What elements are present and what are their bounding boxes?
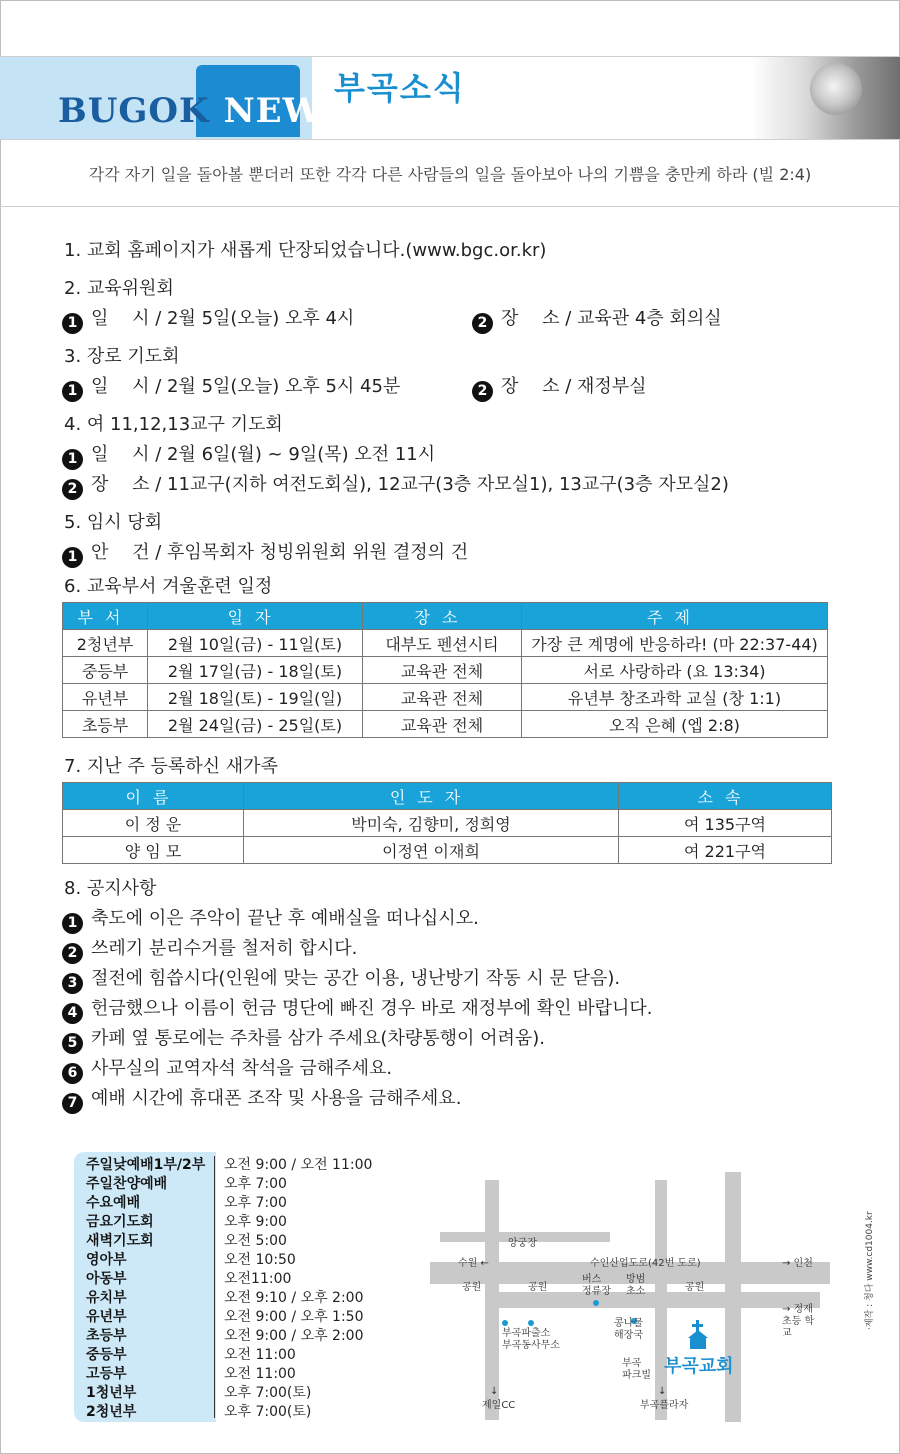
number-1-icon: 1: [62, 381, 83, 402]
item-4-time-line: [64, 440, 844, 470]
schedule-label: 중등부: [86, 1347, 127, 1363]
map-label: 수인산업도로(42번 도로): [590, 1258, 701, 1269]
schedule-label: 주일낮예배1부/2부: [86, 1157, 206, 1173]
down-arrow-icon: ↓: [658, 1386, 667, 1397]
item-7-title: 7. 지난 주 등록하신 새가족: [64, 756, 278, 777]
table-row: [63, 684, 828, 711]
table-header: 인도자: [244, 783, 619, 810]
schedule-label: 유치부: [86, 1290, 127, 1306]
table-cell: 여 221구역: [619, 837, 832, 864]
table-header-row: [63, 603, 828, 630]
number-5-icon: 5: [62, 1033, 83, 1054]
table-cell: 2청년부: [63, 630, 148, 657]
schedule-time: 오후 7:00(토): [224, 1404, 312, 1420]
table-cell: 2월 24일(금) - 25일(토): [148, 711, 363, 738]
map-label: 공원: [528, 1282, 548, 1293]
table-cell: 중등부: [63, 657, 148, 684]
number-2-icon: 2: [472, 381, 493, 402]
table-row: [63, 837, 832, 864]
table-cell: 여 135구역: [619, 810, 832, 837]
header-photo-flower: [810, 63, 862, 115]
schedule-time: 오전11:00: [224, 1271, 292, 1287]
notice-item: [64, 1024, 844, 1054]
item-6-title: 6. 교육부서 겨울훈련 일정: [64, 576, 273, 597]
notice-item: [64, 964, 844, 994]
table-cell: 2월 18일(토) - 19일(일): [148, 684, 363, 711]
church-label: 부곡교회: [664, 1356, 734, 1377]
item-5-detail: [64, 538, 844, 568]
schedule-time: 오전 5:00: [224, 1233, 287, 1249]
schedule-time: 오전 9:00 / 오전 11:00: [224, 1157, 373, 1173]
notice-text: 축도에 이은 주악이 끝난 후 예배실을 떠나십시오.: [91, 908, 479, 929]
item-2-detail: [64, 304, 844, 334]
table-cell: 오직 은혜 (엡 2:8): [522, 711, 828, 738]
schedule-label: 유년부: [86, 1309, 127, 1325]
table-cell: 서로 사랑하라 (요 13:34): [522, 657, 828, 684]
map-label: 공원: [685, 1282, 705, 1293]
schedule-time: 오전 9:00 / 오후 1:50: [224, 1309, 364, 1325]
news-content: [64, 236, 844, 1114]
table-header: 소속: [619, 783, 832, 810]
page-title: 부곡소식: [334, 69, 466, 107]
table-cell: 2월 17일(금) - 18일(토): [148, 657, 363, 684]
item-3-detail: [64, 372, 844, 402]
header-banner: [0, 56, 900, 140]
schedule-label: 1청년부: [86, 1385, 137, 1401]
table-cell: 교육관 전체: [363, 684, 522, 711]
schedule-label: 영아부: [86, 1252, 127, 1268]
number-1-icon: 1: [62, 547, 83, 568]
item-4-time: 일 시 / 2월 6일(월) ~ 9일(목) 오전 11시: [91, 444, 436, 465]
notice-text: 카페 옆 통로에는 주차를 삼가 주세요(차량통행이 어려움).: [91, 1028, 546, 1049]
table-header: 이름: [63, 783, 244, 810]
table-header: 주제: [522, 603, 828, 630]
bible-verse: 각각 자기 일을 돌아볼 뿐더러 또한 각각 다른 사람들의 일을 돌아보아 나의 기쁨을 충만케 하라 (빌 2:4): [88, 165, 812, 184]
map-label: 공원: [462, 1282, 482, 1293]
location-dot-icon: [502, 1320, 508, 1326]
item-1: 1. 교회 홈페이지가 새롭게 단장되었습니다.(www.bgc.or.kr): [64, 240, 547, 261]
map-label: 수원 ←: [458, 1258, 489, 1269]
table-cell: 2월 10일(금) - 11일(토): [148, 630, 363, 657]
logo-word-bugok: BUGOK: [58, 91, 210, 131]
item-5-title: 5. 임시 당회: [64, 512, 163, 533]
number-2-icon: 2: [472, 313, 493, 334]
schedule-time: 오전 10:50: [224, 1252, 296, 1268]
church-icon: [686, 1320, 710, 1350]
schedule-time: 오후 7:00: [224, 1176, 287, 1192]
map-label: 방범 초소: [626, 1274, 646, 1297]
map-label: → 인천: [782, 1258, 813, 1269]
notice-text: 예배 시간에 휴대폰 조작 및 사용을 금해주세요.: [91, 1088, 462, 1109]
notice-text: 절전에 힘씁시다(인원에 맞는 공간 이용, 냉난방기 작동 시 문 닫음).: [91, 968, 621, 989]
table-cell: 유년부 창조과학 교실 (창 1:1): [522, 684, 828, 711]
table-cell: 유년부: [63, 684, 148, 711]
number-2-icon: 2: [62, 943, 83, 964]
item-3-place: 장 소 / 재정부실: [501, 376, 647, 397]
item-4-place-line: [64, 470, 844, 500]
training-table: [62, 602, 828, 738]
number-1-icon: 1: [62, 449, 83, 470]
table-cell: 양 임 모: [63, 837, 244, 864]
map-label: 제일CC: [482, 1400, 516, 1411]
item-4-place: 장 소 / 11교구(지하 여전도회실), 12교구(3층 자모실1), 13교구(3층 자모실2): [91, 474, 729, 495]
map-road-middle: [655, 1180, 667, 1420]
table-cell: 이 정 운: [63, 810, 244, 837]
schedule-label: 초등부: [86, 1328, 127, 1344]
location-dot-icon: [528, 1320, 534, 1326]
notice-item: [64, 934, 844, 964]
notice-item: [64, 994, 844, 1024]
divider: [0, 206, 900, 207]
map-label: 부곡 파크빌: [622, 1358, 651, 1381]
map-label: 부곡플라자: [640, 1400, 689, 1411]
item-3-title: 3. 장로 기도회: [64, 346, 180, 367]
notice-text: 쓰레기 분리수거를 철저히 합시다.: [91, 938, 358, 959]
schedule-label: 새벽기도회: [86, 1233, 154, 1249]
number-2-icon: 2: [62, 479, 83, 500]
schedule-divider: [214, 1156, 215, 1418]
map-label: → 정재 초등 학교: [782, 1304, 815, 1339]
table-cell: 이정연 이재희: [244, 837, 619, 864]
item-4-title: 4. 여 11,12,13교구 기도회: [64, 414, 283, 435]
location-map: [430, 1172, 850, 1432]
item-2-time: 일 시 / 2월 5일(오늘) 오후 4시: [91, 308, 355, 329]
schedule-time: 오전 11:00: [224, 1347, 296, 1363]
table-cell: 대부도 펜션시티: [363, 630, 522, 657]
item-3-time: 일 시 / 2월 5일(오늘) 오후 5시 45분: [91, 376, 401, 397]
number-6-icon: 6: [62, 1063, 83, 1084]
map-road-right: [725, 1172, 741, 1422]
table-header: 부서: [63, 603, 148, 630]
notice-item: [64, 904, 844, 934]
schedule-label: 수요예배: [86, 1195, 141, 1211]
table-cell: 가장 큰 계명에 반응하라! (마 22:37-44): [522, 630, 828, 657]
table-cell: 교육관 전체: [363, 657, 522, 684]
map-road-left: [485, 1180, 499, 1420]
table-cell: 초등부: [63, 711, 148, 738]
newcomers-table: [62, 782, 832, 864]
notice-item: [64, 1084, 844, 1114]
map-label: 부곡파출소 부곡동사무소: [502, 1328, 560, 1351]
logo: [58, 91, 347, 131]
schedule-label: 주일찬양예배: [86, 1176, 168, 1192]
notice-text: 헌금했으나 이름이 헌금 명단에 빠진 경우 바로 재정부에 확인 바랍니다.: [91, 998, 653, 1019]
schedule-time: 오후 7:00: [224, 1195, 287, 1211]
schedule-label: 금요기도회: [86, 1214, 154, 1230]
schedule-time: 오전 9:10 / 오후 2:00: [224, 1290, 364, 1306]
table-row: [63, 711, 828, 738]
table-header: 일자: [148, 603, 363, 630]
number-1-icon: 1: [62, 913, 83, 934]
number-1-icon: 1: [62, 313, 83, 334]
table-row: [63, 810, 832, 837]
table-cell: 박미숙, 김향미, 정희영: [244, 810, 619, 837]
number-4-icon: 4: [62, 1003, 83, 1024]
item-8-title: 8. 공지사항: [64, 878, 157, 899]
schedule-time: 오전 9:00 / 오후 2:00: [224, 1328, 364, 1344]
table-row: [63, 657, 828, 684]
notice-text: 사무실의 교역자석 착석을 금해주세요.: [91, 1058, 393, 1079]
item-5-agenda: 안 건 / 후임목회자 청빙위원회 위원 결정의 건: [91, 542, 469, 563]
bus-stop-dot-icon: [593, 1300, 599, 1306]
worship-schedule: [74, 1152, 384, 1422]
table-header: 장소: [363, 603, 522, 630]
design-credit: ·제작 : 청다 www.cd1004.kr: [865, 1211, 875, 1330]
schedule-time: 오후 7:00(토): [224, 1385, 312, 1401]
schedule-time: 오후 9:00: [224, 1214, 287, 1230]
schedule-label: 2청년부: [86, 1404, 137, 1420]
map-label: 앙궁장: [508, 1238, 537, 1249]
notice-item: [64, 1054, 844, 1084]
table-row: [63, 630, 828, 657]
number-7-icon: 7: [62, 1093, 83, 1114]
schedule-time: 오전 11:00: [224, 1366, 296, 1382]
schedule-label: 아동부: [86, 1271, 127, 1287]
number-3-icon: 3: [62, 973, 83, 994]
item-2-title: 2. 교육위원회: [64, 278, 174, 299]
table-header-row: [63, 783, 832, 810]
map-label: 버스 정류장: [582, 1274, 611, 1297]
item-2-place: 장 소 / 교육관 4층 회의실: [501, 308, 722, 329]
logo-word-news: NEWS: [223, 91, 348, 131]
map-label: 콩나물 해장국: [614, 1318, 643, 1341]
down-arrow-icon: ↓: [490, 1386, 499, 1397]
table-cell: 교육관 전체: [363, 711, 522, 738]
schedule-label: 고등부: [86, 1366, 127, 1382]
